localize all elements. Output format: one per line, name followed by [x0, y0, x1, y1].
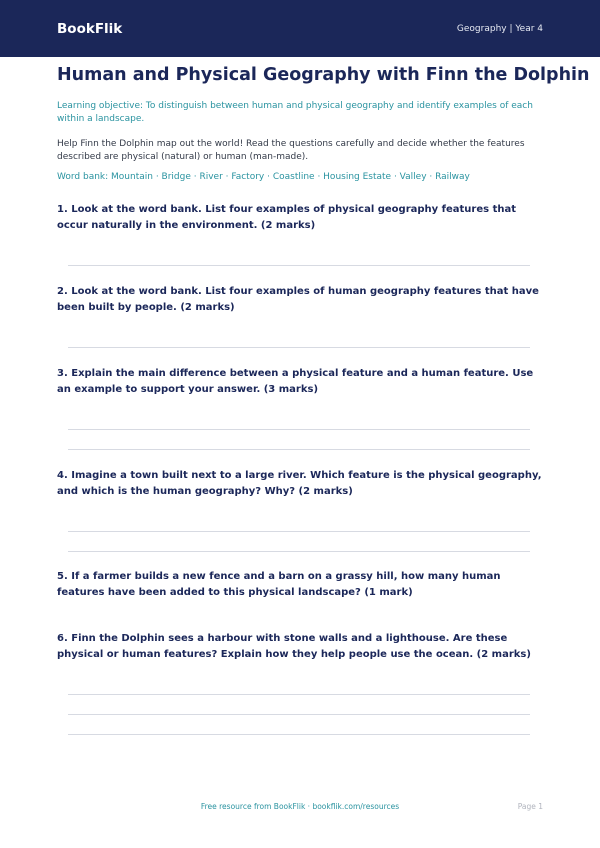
- brand-logo-text: BookFlik: [57, 20, 123, 37]
- intro-text: Help Finn the Dolphin map out the world! Read the questions carefully and decide whether the features described are physical (natural) or human (man-made).: [57, 139, 525, 162]
- question-3: 3. Explain the main difference between a physical feature and a human feature. Use an example to support your answer. (3 marks): [57, 368, 534, 395]
- question-2: 2. Look at the word bank. List four examples of human geography features that have been built by people. (2 marks): [57, 286, 539, 313]
- question-5: 5. If a farmer builds a new fence and a barn on a grassy hill, how many human features have been added to this physical landscape? (1 mark): [57, 571, 501, 598]
- page-number: Page 1: [517, 802, 543, 811]
- answer-line[interactable]: [68, 265, 530, 266]
- answer-line[interactable]: [68, 734, 530, 735]
- answer-line[interactable]: [68, 429, 530, 430]
- learning-objective: Learning objective: To distinguish between human and physical geography and identify examples of each within a landscape.: [57, 101, 533, 124]
- answer-line[interactable]: [68, 551, 530, 552]
- answer-line[interactable]: [68, 449, 530, 450]
- answer-line[interactable]: [68, 714, 530, 715]
- page-title: Human and Physical Geography with Finn the Dolphin: [57, 65, 590, 85]
- answer-line[interactable]: [68, 531, 530, 532]
- word-bank: Word bank: Mountain · Bridge · River · Factory · Coastline · Housing Estate · Valley · Railway: [57, 172, 470, 182]
- question-4: 4. Imagine a town built next to a large river. Which feature is the physical geography, and which is the human geography? Why? (2 marks): [57, 470, 542, 497]
- question-1: 1. Look at the word bank. List four examples of physical geography features that occur naturally in the environment. (2 marks): [57, 204, 517, 231]
- question-6: 6. Finn the Dolphin sees a harbour with stone walls and a lighthouse. Are these physical or human features? Explain how they help people use the ocean. (2 marks): [57, 633, 531, 660]
- answer-line[interactable]: [68, 694, 530, 695]
- answer-line[interactable]: [68, 347, 530, 348]
- footer-credit: Free resource from BookFlik · bookflik.com/resources: [200, 802, 400, 811]
- subject-year-label: Geography | Year 4: [456, 23, 543, 34]
- header-bar: [0, 0, 600, 57]
